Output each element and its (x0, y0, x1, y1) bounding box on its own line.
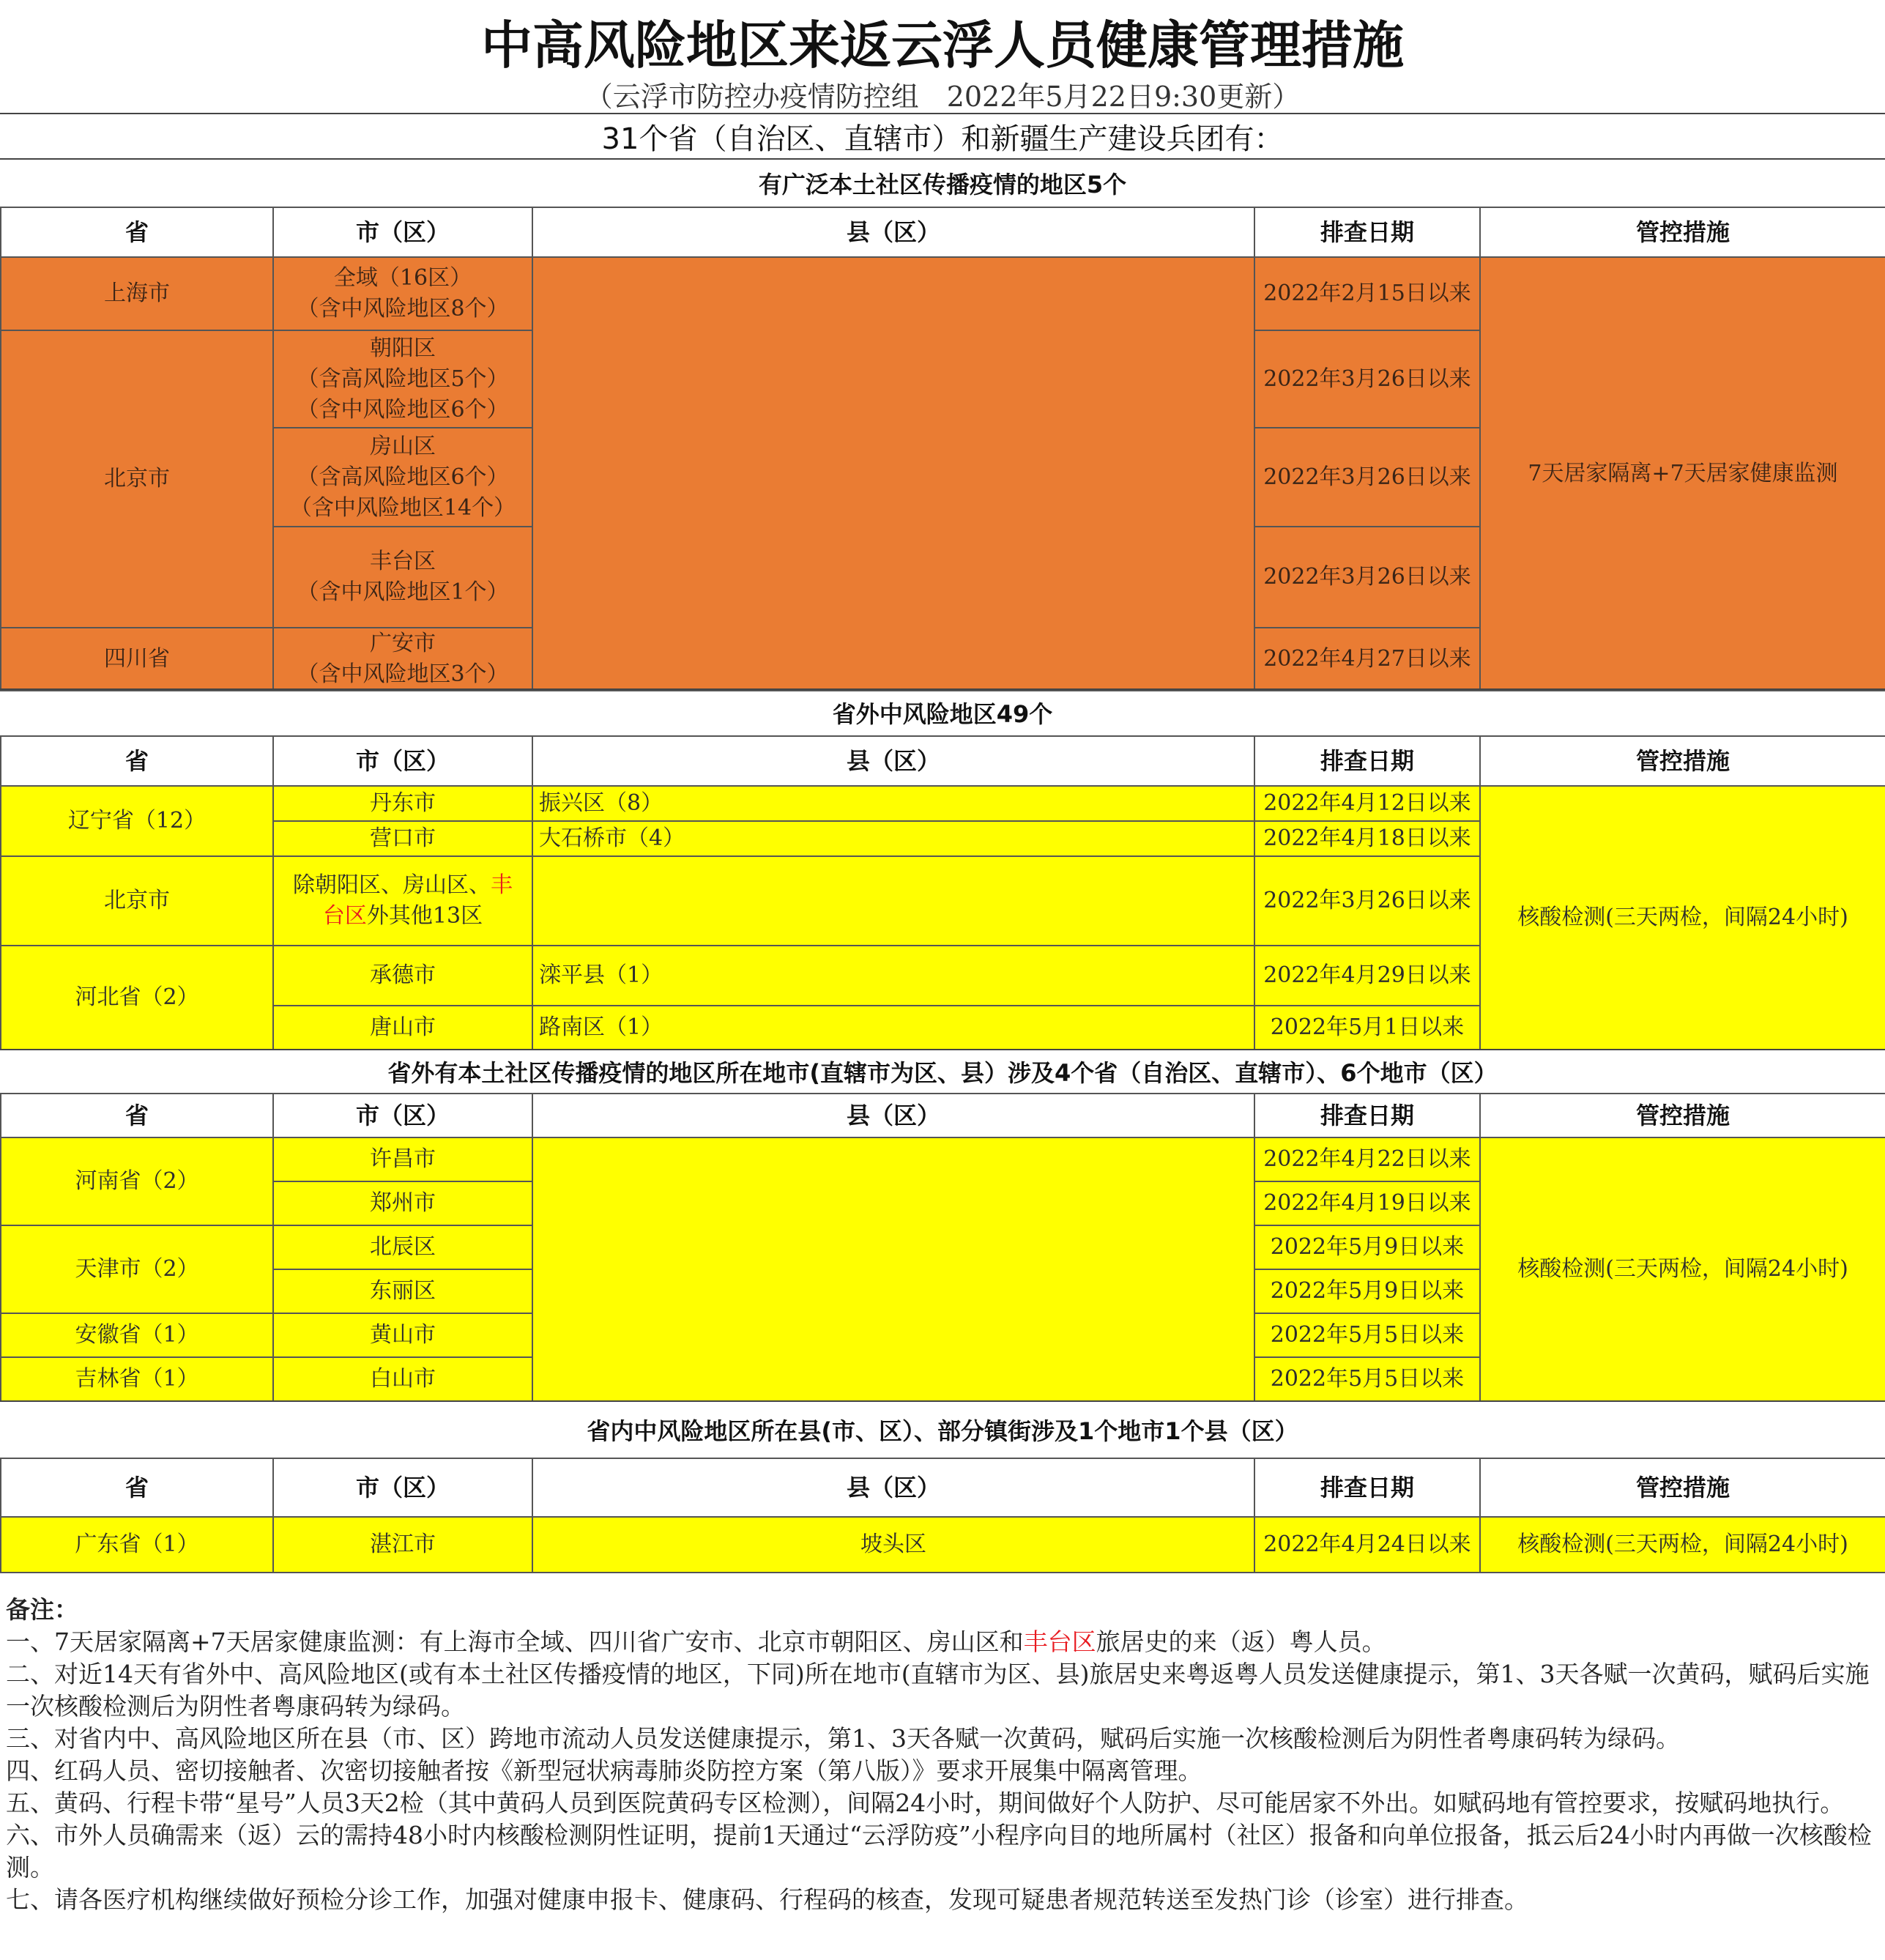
header-measure: 管控措施 (1480, 736, 1885, 786)
page-title: 中高风险地区来返云浮人员健康管理措施 (481, 15, 1404, 75)
header-province: 省 (1, 207, 273, 257)
header-date: 排查日期 (1254, 1094, 1480, 1137)
table-row (1, 257, 1885, 330)
city-line: 房山区 (370, 433, 436, 459)
province-cell: 河北省（2） (1, 946, 273, 1050)
section4-title: 省内中风险地区所在县(市、区）、部分镇街涉及1个地市1个县（区） (0, 1400, 1885, 1458)
table-row (1, 786, 1885, 821)
highlight-text: 丰台区 (1023, 1627, 1096, 1656)
header-province: 省 (1, 1458, 273, 1517)
province-cell: 河南省（2） (1, 1137, 273, 1225)
city-cell: 湛江市 (273, 1517, 532, 1573)
date-cell: 2022年3月26日以来 (1254, 330, 1480, 428)
measure-cell: 核酸检测(三天两检，间隔24小时) (1480, 1517, 1885, 1573)
date-cell: 2022年5月9日以来 (1254, 1225, 1480, 1269)
notes-heading: 备注： (6, 1595, 78, 1624)
county-cell (532, 257, 1254, 691)
city-cell: 黄山市 (273, 1313, 532, 1357)
city-line: 全域（16区） (333, 265, 472, 291)
measure-cell: 7天居家隔离+7天居家健康监测 (1480, 257, 1885, 691)
notes-block (6, 1594, 1881, 1916)
date-cell: 2022年5月5日以来 (1254, 1313, 1480, 1357)
header-measure: 管控措施 (1480, 1458, 1885, 1517)
date-cell: 2022年5月5日以来 (1254, 1357, 1480, 1401)
header-row (1, 1094, 1885, 1137)
date-cell: 2022年4月19日以来 (1254, 1181, 1480, 1225)
section2-title: 省外中风险地区49个 (0, 688, 1885, 735)
date-cell: 2022年3月26日以来 (1254, 527, 1480, 628)
date-cell: 2022年4月22日以来 (1254, 1137, 1480, 1181)
province-cell: 安徽省（1） (1, 1313, 273, 1357)
date-cell: 2022年5月9日以来 (1254, 1269, 1480, 1313)
scope-banner: 31个省（自治区、直辖市）和新疆生产建设兵团有： (601, 122, 1284, 156)
note-item: 四、红码人员、密切接触者、次密切接触者按《新型冠状病毒肺炎防控方案（第八版）》要求开展集中隔离管理。 (6, 1756, 1202, 1785)
note-item: 七、请各医疗机构继续做好预检分诊工作，加强对健康申报卡、健康码、行程码的核查，发现可疑患者规范转送至发热门诊（诊室）进行排查。 (6, 1885, 1528, 1914)
section1-table (0, 207, 1885, 691)
measure-cell: 核酸检测(三天两检，间隔24小时) (1480, 786, 1885, 1050)
city-cell: 郑州市 (273, 1181, 532, 1225)
province-cell: 广东省（1） (1, 1517, 273, 1573)
header-date: 排查日期 (1254, 207, 1480, 257)
province-cell: 辽宁省（12） (1, 786, 273, 856)
header-province: 省 (1, 736, 273, 786)
measure-cell: 核酸检测(三天两检，间隔24小时) (1480, 1137, 1885, 1401)
city-line: （含高风险地区6个） (297, 464, 509, 490)
city-cell: 唐山市 (273, 1006, 532, 1050)
province-cell: 天津市（2） (1, 1225, 273, 1313)
note-item: 五、黄码、行程卡带“星号”人员3天2检（其中黄码人员到医院黄码专区检测），间隔24小时，期间做好个人防护、尽可能居家不外出。如赋码地有管控要求，按赋码地执行。 (6, 1789, 1845, 1817)
table-row (1, 1137, 1885, 1181)
city-cell: 白山市 (273, 1357, 532, 1401)
note-item: 三、对省内中、高风险地区所在县（市、区）跨地市流动人员发送健康提示，第1、3天各赋一次黄码，赋码后实施一次核酸检测后为阴性者粤康码转为绿码。 (6, 1724, 1680, 1753)
date-cell: 2022年4月29日以来 (1254, 946, 1480, 1006)
city-cell: 营口市 (273, 821, 532, 856)
province-cell: 北京市 (1, 330, 273, 628)
province-cell: 吉林省（1） (1, 1357, 273, 1401)
province-cell: 北京市 (1, 856, 273, 946)
section1-title: 有广泛本土社区传播疫情的地区5个 (0, 158, 1885, 207)
city-cell (273, 856, 532, 946)
date-cell: 2022年2月15日以来 (1254, 257, 1480, 330)
county-cell: 坡头区 (532, 1517, 1254, 1573)
city-line: 广安市 (370, 631, 436, 656)
highlight-text: 丰 (491, 872, 513, 898)
city-line: 丰台区 (370, 549, 436, 574)
county-cell: 滦平县（1） (532, 946, 1254, 1006)
header-measure: 管控措施 (1480, 207, 1885, 257)
city-line: （含中风险地区1个） (297, 579, 509, 605)
date-cell: 2022年4月18日以来 (1254, 821, 1480, 856)
county-cell: 大石桥市（4） (532, 821, 1254, 856)
header-row (1, 1458, 1885, 1517)
header-row (1, 736, 1885, 786)
header-county: 县（区） (532, 1458, 1254, 1517)
header-county: 县（区） (532, 1094, 1254, 1137)
city-cell (273, 628, 532, 691)
city-line: （含中风险地区8个） (297, 296, 509, 322)
city-cell: 许昌市 (273, 1137, 532, 1181)
header-city: 市（区） (273, 736, 532, 786)
city-line: （含中风险地区6个） (297, 396, 509, 423)
province-cell: 四川省 (1, 628, 273, 691)
section3-table (0, 1093, 1885, 1402)
note-item: 二、对近14天有省外中、高风险地区(或有本土社区传播疫情的地区，下同)所在地市(直辖市为区、县)旅居史来粤返粤人员发送健康提示，第1、3天各赋一次黄码，赋码后实施一次核酸检测后为阴性者粤康码转为绿码。 (6, 1660, 1870, 1720)
table-row (1, 1517, 1885, 1573)
county-cell (532, 1137, 1254, 1401)
city-cell (273, 527, 532, 628)
date-cell: 2022年5月1日以来 (1254, 1006, 1480, 1050)
header-province: 省 (1, 1094, 273, 1137)
page-subtitle: （云浮市防控办疫情防控组 2022年5月22日9:30更新） (584, 80, 1301, 113)
county-cell: 路南区（1） (532, 1006, 1254, 1050)
header-date: 排查日期 (1254, 736, 1480, 786)
city-line: 朝阳区 (370, 335, 436, 361)
note-item: 一、7天居家隔离+7天居家健康监测：有上海市全域、四川省广安市、北京市朝阳区、房山区和丰台区旅居史的来（返）粤人员。 (6, 1627, 1386, 1656)
header-county: 县（区） (532, 736, 1254, 786)
city-line: 除朝阳区、房山区、丰 (293, 872, 513, 898)
header-city: 市（区） (273, 207, 532, 257)
city-cell: 北辰区 (273, 1225, 532, 1269)
county-cell: 振兴区（8） (532, 786, 1254, 821)
header-city: 市（区） (273, 1458, 532, 1517)
city-cell: 承德市 (273, 946, 532, 1006)
city-cell (273, 330, 532, 428)
city-cell (273, 428, 532, 527)
section4-table (0, 1458, 1885, 1573)
highlight-text: 台区 (322, 903, 367, 929)
section2-table (0, 735, 1885, 1050)
city-line: 台区外其他13区 (322, 903, 483, 929)
header-county: 县（区） (532, 207, 1254, 257)
province-cell: 上海市 (1, 257, 273, 330)
date-cell: 2022年4月24日以来 (1254, 1517, 1480, 1573)
date-cell: 2022年4月12日以来 (1254, 786, 1480, 821)
city-cell: 东丽区 (273, 1269, 532, 1313)
county-cell (532, 856, 1254, 946)
city-line: （含高风险地区5个） (297, 365, 509, 392)
city-line: （含中风险地区3个） (297, 661, 509, 687)
header-measure: 管控措施 (1480, 1094, 1885, 1137)
date-cell: 2022年3月26日以来 (1254, 856, 1480, 946)
note-item: 六、市外人员确需来（返）云的需持48小时内核酸检测阴性证明，提前1天通过“云浮防疫”小程序向目的地所属村（社区）报备和向单位报备，抵云后24小时内再做一次核酸检测。 (6, 1821, 1872, 1882)
date-cell: 2022年4月27日以来 (1254, 628, 1480, 691)
header-date: 排查日期 (1254, 1458, 1480, 1517)
city-cell (273, 257, 532, 330)
date-cell: 2022年3月26日以来 (1254, 428, 1480, 527)
header-city: 市（区） (273, 1094, 532, 1137)
city-cell: 丹东市 (273, 786, 532, 821)
header-row (1, 207, 1885, 257)
city-line: （含中风险地区14个） (289, 494, 516, 521)
section3-title: 省外有本土社区传播疫情的地区所在地市(直辖市为区、县）涉及4个省（自治区、直辖市）、6个地市（区） (0, 1049, 1885, 1093)
